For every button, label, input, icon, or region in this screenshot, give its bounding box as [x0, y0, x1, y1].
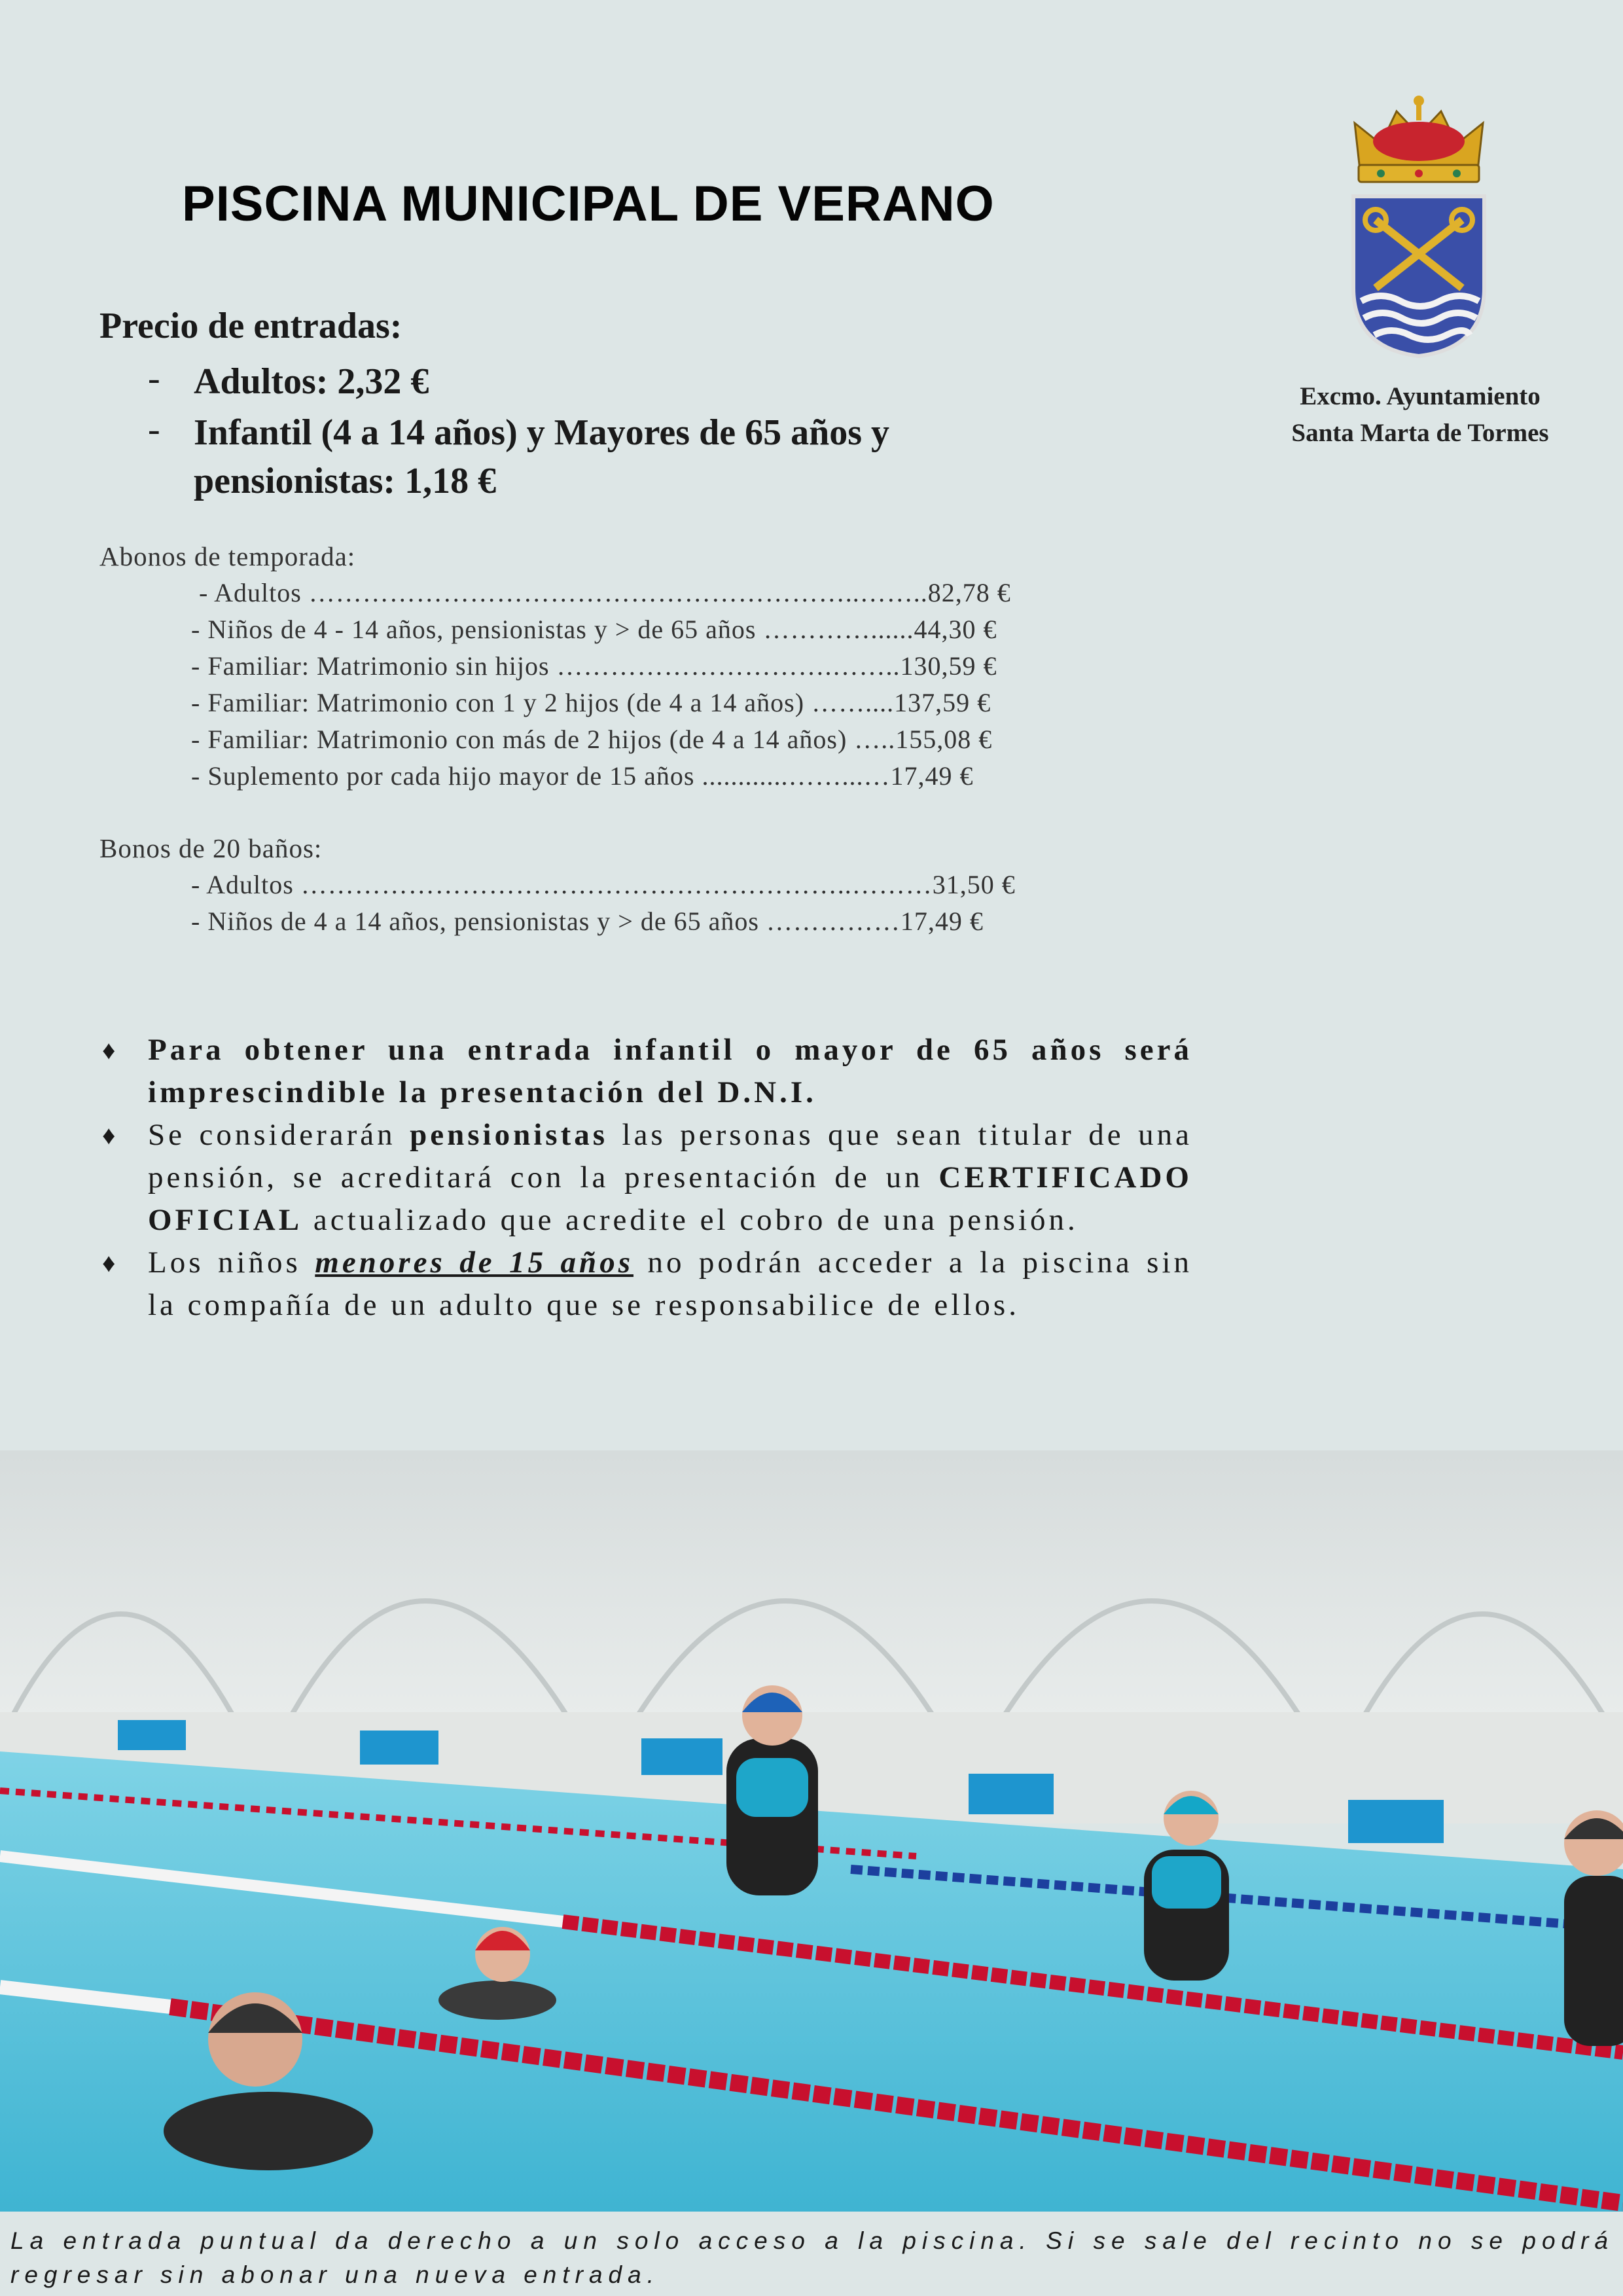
season-pass-item: - Familiar: Matrimonio con más de 2 hijos (de 4 a 14 años) …..155,08 € [191, 725, 993, 754]
bonus-heading: Bonos de 20 baños: [99, 833, 323, 863]
bonus-item: - Adultos ……………………………………………………..………31,50 € [191, 870, 1016, 899]
prices-heading: Precio de entradas: [99, 306, 402, 346]
price-item-children [148, 408, 889, 505]
note-text: Para obtener una entrada infantil o mayor de 65 años será imprescindible la presentación del D.N.I. [148, 1033, 1192, 1109]
season-passes-heading: Abonos de temporada: [99, 541, 356, 571]
note-text: no podrán acceder a la piscina sin la compañía de un adulto que se responsabilice de ellos. [148, 1246, 1192, 1322]
bonus-item: - Niños de 4 a 14 años, pensionistas y > de 65 años ……………17,49 € [191, 906, 984, 936]
price-text-line-1: Infantil (4 a 14 años) y Mayores de 65 años y [194, 412, 890, 453]
season-pass-item: - Niños de 4 - 14 años, pensionistas y > de 65 años …………......44,30 € [191, 615, 997, 644]
price-item-adults [148, 357, 429, 406]
pool-photo [0, 1450, 1623, 2212]
coat-of-arms-logo [1342, 92, 1496, 360]
note-item [102, 1029, 1192, 1114]
price-text: Adultos: 2,32 € [194, 361, 429, 402]
footer-note: La entrada puntual da derecho a un solo acceso a la piscina. Si se sale del recinto no se podrá regresar sin abonar una nueva entrada. [10, 2227, 1614, 2288]
note-text: actualizado que acredite el cobro de una pensión. [302, 1203, 1079, 1237]
price-text [194, 408, 889, 505]
note-emphasis: menores de 15 años [315, 1246, 633, 1280]
price-bullet: - [148, 358, 160, 399]
note-emphasis: CERTIFICADO OFICIAL [148, 1160, 1192, 1237]
season-pass-item: - Familiar: Matrimonio con 1 y 2 hijos (de 4 a 14 años) ……....137,59 € [191, 688, 991, 717]
page-title: PISCINA MUNICIPAL DE VERANO [182, 176, 995, 232]
diamond-bullet-icon: ♦ [102, 1035, 119, 1065]
price-text-line-2: pensionistas: 1,18 € [194, 461, 497, 501]
season-pass-item: - Suplemento por cada hijo mayor de 15 años ............……...…17,49 € [191, 761, 974, 791]
swimmer-figure [1564, 1810, 1623, 2046]
note-text: Los niños [148, 1246, 315, 1280]
organization-line-1: Excmo. Ayuntamiento [1300, 382, 1541, 410]
note-item [102, 1242, 1192, 1327]
notes-list [102, 1029, 1192, 1327]
season-pass-item: - Familiar: Matrimonio sin hijos ………………………….……..130,59 € [191, 651, 997, 681]
season-pass-item: - Adultos ……………………………………………………..……..82,78 € [199, 578, 1011, 607]
note-text: las personas que sean titular de una pensión, se acreditará con la presentación de un [148, 1118, 1192, 1194]
pool-scene-illustration [0, 1450, 1623, 2212]
organization-line-2: Santa Marta de Tormes [1291, 419, 1549, 447]
price-bullet: - [148, 409, 160, 450]
note-item [102, 1114, 1192, 1242]
organization-name [1250, 378, 1590, 452]
diamond-bullet-icon: ♦ [102, 1248, 119, 1278]
note-text: Se considerarán [148, 1118, 410, 1152]
diamond-bullet-icon: ♦ [102, 1121, 119, 1150]
coat-of-arms-icon [1342, 92, 1496, 360]
note-emphasis: pensionistas [410, 1118, 609, 1152]
